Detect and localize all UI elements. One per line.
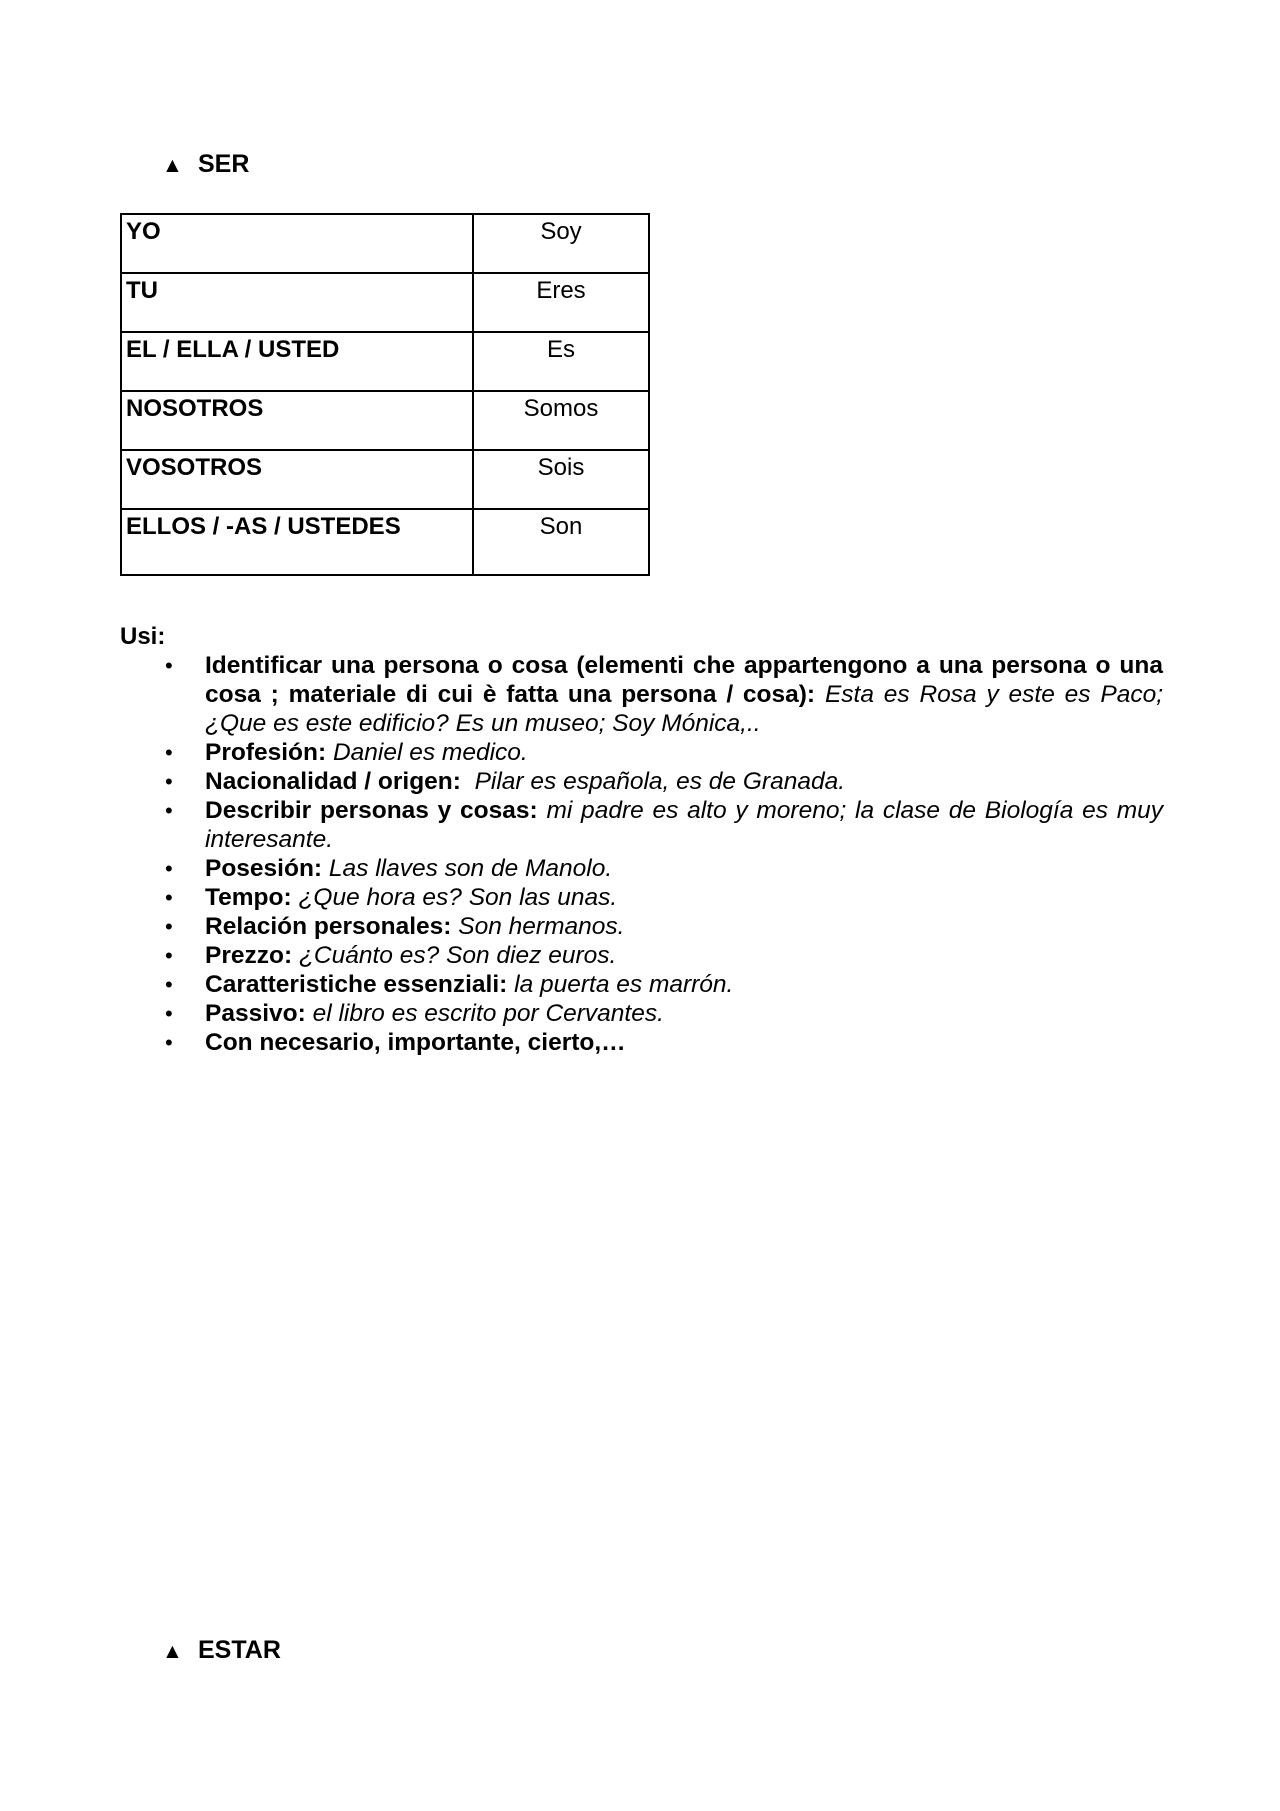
section-heading-ser <box>162 150 249 179</box>
pronoun-cell: TU <box>121 273 473 332</box>
uso-label: Profesión: <box>205 739 327 766</box>
pronoun-cell: EL / ELLA / USTED <box>121 332 473 391</box>
uso-label: Posesión: <box>205 855 323 882</box>
section-title: SER <box>198 150 250 178</box>
bullet-icon: • <box>165 1001 173 1026</box>
table-row <box>121 450 649 509</box>
list-item <box>165 941 1163 970</box>
triangle-icon: ▲ <box>162 1640 183 1663</box>
verb-form-cell: Sois <box>473 450 649 509</box>
section-heading-estar <box>162 1636 281 1665</box>
table-row <box>121 273 649 332</box>
triangle-icon: ▲ <box>162 154 183 177</box>
usos-list <box>165 651 1164 1057</box>
bullet-icon: • <box>165 798 173 823</box>
list-item <box>165 912 1163 941</box>
uso-example: Son hermanos. <box>458 913 625 940</box>
table-row <box>121 214 649 273</box>
uso-example: ¿Cuánto es? Son diez euros. <box>298 942 617 969</box>
list-item <box>165 738 1163 767</box>
bullet-icon: • <box>165 1030 173 1055</box>
pronoun-cell: VOSOTROS <box>121 450 473 509</box>
uso-example: ¿Que hora es? Son las unas. <box>298 884 618 911</box>
verb-form-cell: Eres <box>473 273 649 332</box>
table-row <box>121 509 649 575</box>
uso-example: Esta es Rosa y este es Paco; ¿Que es este edificio? Es un museo; Soy Mónica,.. <box>205 681 1164 737</box>
pronoun-cell: ELLOS / -AS / USTEDES <box>121 509 473 575</box>
uso-label: Passivo: <box>205 1000 306 1027</box>
bullet-icon: • <box>165 769 173 794</box>
list-item <box>165 999 1163 1028</box>
uso-example: el libro es escrito por Cervantes. <box>312 1000 664 1027</box>
bullet-icon: • <box>165 972 173 997</box>
uso-example: la puerta es marrón. <box>514 971 734 998</box>
uso-label: Tempo: <box>205 884 292 911</box>
uso-label: Caratteristiche essenziali: <box>205 971 508 998</box>
list-item <box>165 883 1163 912</box>
bullet-icon: • <box>165 740 173 765</box>
bullet-icon: • <box>165 885 173 910</box>
verb-form-cell: Somos <box>473 391 649 450</box>
pronoun-cell: YO <box>121 214 473 273</box>
list-item <box>165 854 1163 883</box>
uso-label: Relación personales: <box>205 913 452 940</box>
verb-form-cell: Es <box>473 332 649 391</box>
uso-label: Con necesario, importante, cierto,… <box>205 1029 626 1056</box>
bullet-icon: • <box>165 914 173 939</box>
verb-form-cell: Son <box>473 509 649 575</box>
bullet-icon: • <box>165 943 173 968</box>
list-item <box>165 1028 1163 1057</box>
uso-label: Nacionalidad / origen: <box>205 768 461 795</box>
list-item <box>165 796 1164 854</box>
usos-title: Usi: <box>120 623 166 650</box>
uso-example: Las llaves son de Manolo. <box>328 855 613 882</box>
uso-label: Describir personas y cosas: <box>205 797 538 824</box>
pronoun-cell: NOSOTROS <box>121 391 473 450</box>
table-row <box>121 391 649 450</box>
verb-form-cell: Soy <box>473 214 649 273</box>
uso-example: Pilar es española, es de Granada. <box>474 768 846 795</box>
bullet-icon: • <box>165 856 173 881</box>
uso-example: mi padre es alto y moreno; la clase de Biología es muy interesante. <box>205 797 1164 853</box>
conjugation-table <box>120 213 650 576</box>
list-item <box>165 767 1163 796</box>
list-item <box>165 651 1164 738</box>
table-row <box>121 332 649 391</box>
uso-label: Prezzo: <box>205 942 293 969</box>
list-item <box>165 970 1163 999</box>
section-title: ESTAR <box>198 1636 281 1664</box>
uso-example: Daniel es medico. <box>332 739 528 766</box>
uso-label: Identificar una persona o cosa (elementi che appartengono a una persona o una cosa ; materiale di cui è fatta una persona / cosa): <box>205 652 1163 708</box>
bullet-icon: • <box>165 653 173 678</box>
